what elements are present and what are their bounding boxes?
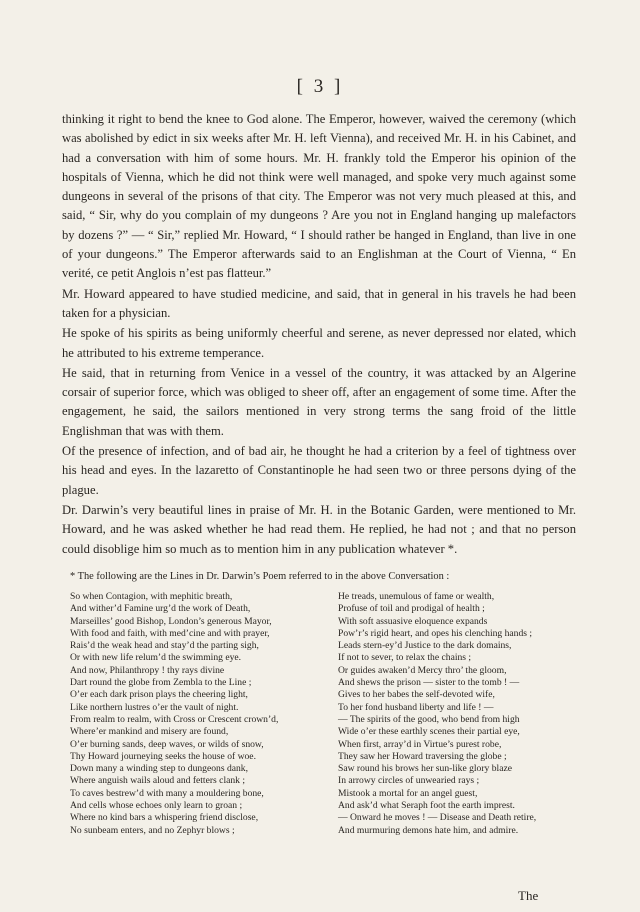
- poem-line: And ask’d what Seraph foot the earth imprest.: [338, 800, 515, 812]
- poem-line: Thy Howard journeying seeks the house of woe.: [70, 750, 256, 762]
- main-text: [62, 110, 576, 559]
- poem-line: Gives to her babes the self-devoted wife,: [338, 689, 495, 701]
- poem-line: With soft assuasive eloquence expands: [338, 615, 488, 627]
- poem-line: Where’er mankind and misery are found,: [70, 726, 229, 738]
- paragraph-infection: Of the presence of infection, and of bad air, he thought he had a criterion by a feel of tightness over his head and eyes. In the lazaretto of Constantinople he had seen two or three persons dying of the plague.: [62, 444, 576, 497]
- poem-line: Pow’r’s rigid heart, and opes his clenching hands ;: [338, 627, 533, 639]
- poem-line: To caves bestrew’d with many a mouldering bone,: [70, 787, 264, 799]
- poem-line: Rais’d the weak head and stay’d the parting sigh,: [70, 640, 259, 652]
- poem-line: No sunbeam enters, and no Zephyr blows ;: [70, 824, 235, 836]
- poem-line: They saw her Howard traversing the globe ;: [338, 750, 507, 762]
- poem-line: — Onward he moves ! — Disease and Death retire,: [338, 812, 537, 824]
- poem-line: And now, Philanthropy ! thy rays divine: [70, 664, 225, 676]
- poem-line: To her fond husband liberty and life ! —: [338, 701, 494, 713]
- poem-line: Like northern lustres o’er the vault of night.: [70, 701, 239, 713]
- poem-line: O’er each dark prison plays the cheering light,: [70, 689, 248, 701]
- poem-line: And shews the prison — sister to the tomb ! —: [338, 677, 520, 689]
- paragraph-corsair: He said, that in returning from Venice in a vessel of the country, it was attacked by an Algerine corsair of superior force, which was obliged to sheer off, after an engagement of some time. After the engagement, he said, the sailors mentioned in very strong terms the sang froid of the little Englishman that was with them.: [62, 365, 576, 438]
- poem-line: Profuse of toil and prodigal of health ;: [338, 603, 485, 615]
- poem-line: From realm to realm, with Cross or Crescent crown’d,: [70, 713, 279, 725]
- poem-line: Leads stern-ey’d Justice to the dark domains,: [338, 640, 512, 652]
- poem-line: When first, array’d in Virtue’s purest robe,: [338, 738, 502, 750]
- poem-line: Or guides awaken’d Mercy thro’ the gloom,: [338, 664, 507, 676]
- poem-right-column: [338, 591, 592, 837]
- poem-line: Mistook a mortal for an angel guest,: [338, 787, 478, 799]
- poem-line: Saw round his brows her sun-like glory blaze: [338, 763, 512, 775]
- poem-line: And murmuring demons hate him, and admire.: [338, 824, 519, 836]
- poem-line: Dart round the globe from Zembla to the Line ;: [70, 677, 252, 689]
- paragraph-spirits: He spoke of his spirits as being uniformly cheerful and serene, as never depressed nor elated, which he attributed to his extreme temperance.: [62, 326, 576, 360]
- poem-left-column: [62, 591, 310, 837]
- paragraph-darwin: Dr. Darwin’s very beautiful lines in praise of Mr. H. in the Botanic Garden, were mentioned to Mr. Howard, and he was asked whether he had read them. He replied, he had not ; and that no person could disoblige him so much as to mention him in any publication whatever *.: [62, 502, 576, 556]
- poem-line: In arrowy circles of unwearied rays ;: [338, 775, 480, 787]
- poem-line: Marseilles’ good Bishop, London’s generous Mayor,: [70, 615, 272, 627]
- paragraph-emperor: thinking it right to bend the knee to God alone. The Emperor, however, waived the ceremony (which was abolished by edict in six weeks after Mr. H. left Vienna), and received Mr. H. in his Cabinet, and had a conversation with him of some hours. Mr. H. frankly told the Emperor his opinion of the hospitals of Vienna, which he did not think were well managed, and spoke very much against some dungeons in several of the prisons of that city. The Emperor was not very much pleased at this, and said, “ Sir, why do you complain of my dungeons ? Are you not in England hanging up malefactors by dozens ?” — “ Sir,” replied Mr. Howard, “ I should rather be hanged in England, than live in one of your dungeons.” The Emperor afterwards said to an Englishman at the Court of Vienna, “ En verité, ce petit Anglois n’est pas flatteur.”: [62, 112, 576, 281]
- poem-line: — The spirits of the good, who bend from high: [338, 713, 520, 725]
- poem-line: O’er burning sands, deep waves, or wilds of snow,: [70, 738, 264, 750]
- poem-line: And cells whose echoes only learn to groan ;: [70, 800, 243, 812]
- catchword: The: [518, 888, 539, 903]
- paragraph-medicine: Mr. Howard appeared to have studied medicine, and said, that in general in his travels he had been taken for a physician.: [62, 286, 576, 320]
- poem-line: So when Contagion, with mephitic breath,: [70, 591, 233, 602]
- poem-line: Down many a winding step to dungeons dank,: [70, 763, 248, 775]
- poem-line: Where no kind bars a whispering friend disclose,: [70, 812, 259, 824]
- poem-line: Or with new life relum’d the swimming eye.: [70, 652, 242, 664]
- poem-line: He treads, unemulous of fame or wealth,: [338, 591, 495, 602]
- poem-line: With food and faith, with med’cine and with prayer,: [70, 627, 270, 639]
- poem: [62, 591, 592, 837]
- poem-line: If not to sever, to relax the chains ;: [338, 652, 472, 664]
- poem-line: And wither’d Famine urg’d the work of Death,: [70, 603, 251, 615]
- poem-line: Wide o’er these earthly scenes their partial eye,: [338, 726, 520, 738]
- poem-line: Where anguish wails aloud and fetters clank ;: [70, 775, 246, 787]
- page-number: [ 3 ]: [296, 76, 344, 97]
- footnote-intro: * The following are the Lines in Dr. Darwin’s Poem referred to in the above Conversation :: [70, 571, 450, 582]
